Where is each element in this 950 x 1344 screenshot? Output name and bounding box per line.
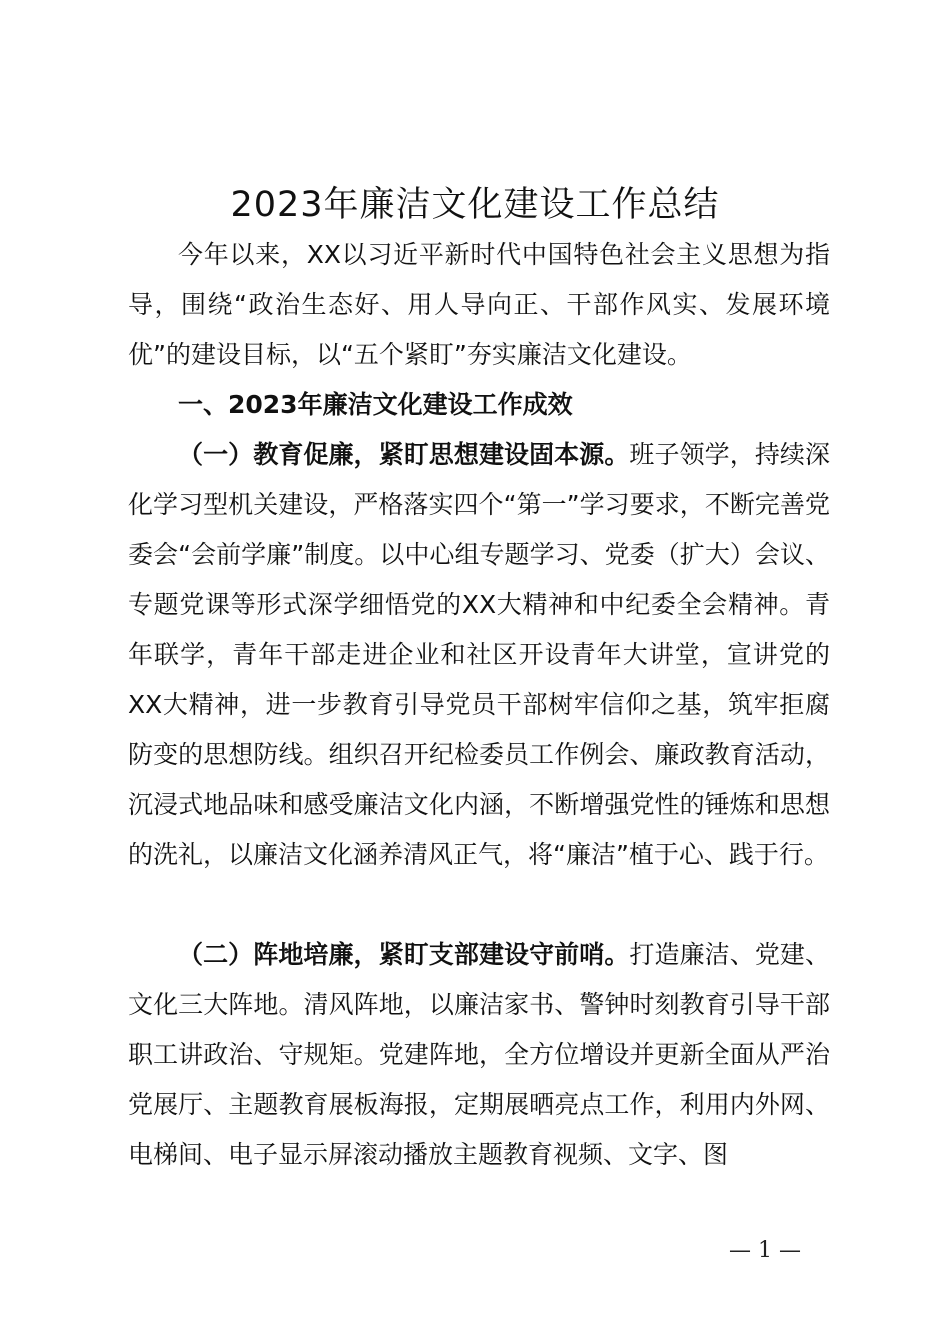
subsection-1-heading: （一）教育促廉，紧盯思想建设固本源。: [178, 440, 630, 469]
section-heading: 一、2023年廉洁文化建设工作成效: [178, 390, 573, 419]
subsection-2-paragraph: [128, 930, 830, 1180]
subsection-1-body: 班子领学，持续深化学习型机关建设，严格落实四个“第一”学习要求，不断完善党委会“会前学廉”制度。以中心组专题学习、党委（扩大）会议、专题党课等形式深学细悟党的XX大精神和中纪委全会精神。青年联学，青年干部走进企业和社区开设青年大讲堂，宣讲党的XX大精神，进一步教育引导党员干部树牢信仰之基，筑牢拒腐防变的思想防线。组织召开纪检委员工作例会、廉政教育活动，沉浸式地品味和感受廉洁文化内涵，不断增强党性的锤炼和思想的洗礼，以廉洁文化涵养清风正气，将“廉洁”植于心、践于行。: [128, 440, 830, 869]
page-number: — 1 —: [729, 1238, 801, 1263]
intro-paragraph: 今年以来，XX以习近平新时代中国特色社会主义思想为指导，围绕“政治生态好、用人导向正、干部作风实、发展环境优”的建设目标，以“五个紧盯”夯实廉洁文化建设。: [128, 240, 830, 369]
subsection-2-body: 打造廉洁、党建、文化三大阵地。清风阵地，以廉洁家书、警钟时刻教育引导干部职工讲政治、守规矩。党建阵地，全方位增设并更新全面从严治党展厅、主题教育展板海报，定期展晒亮点工作，利用内外网、电梯间、电子显示屏滚动播放主题教育视频、文字、图: [128, 940, 830, 1169]
subsection-2-heading: （二）阵地培廉，紧盯支部建设守前哨。: [178, 940, 630, 969]
subsection-1-paragraph: [128, 430, 830, 880]
document-title: 2023年廉洁文化建设工作总结: [230, 185, 720, 225]
